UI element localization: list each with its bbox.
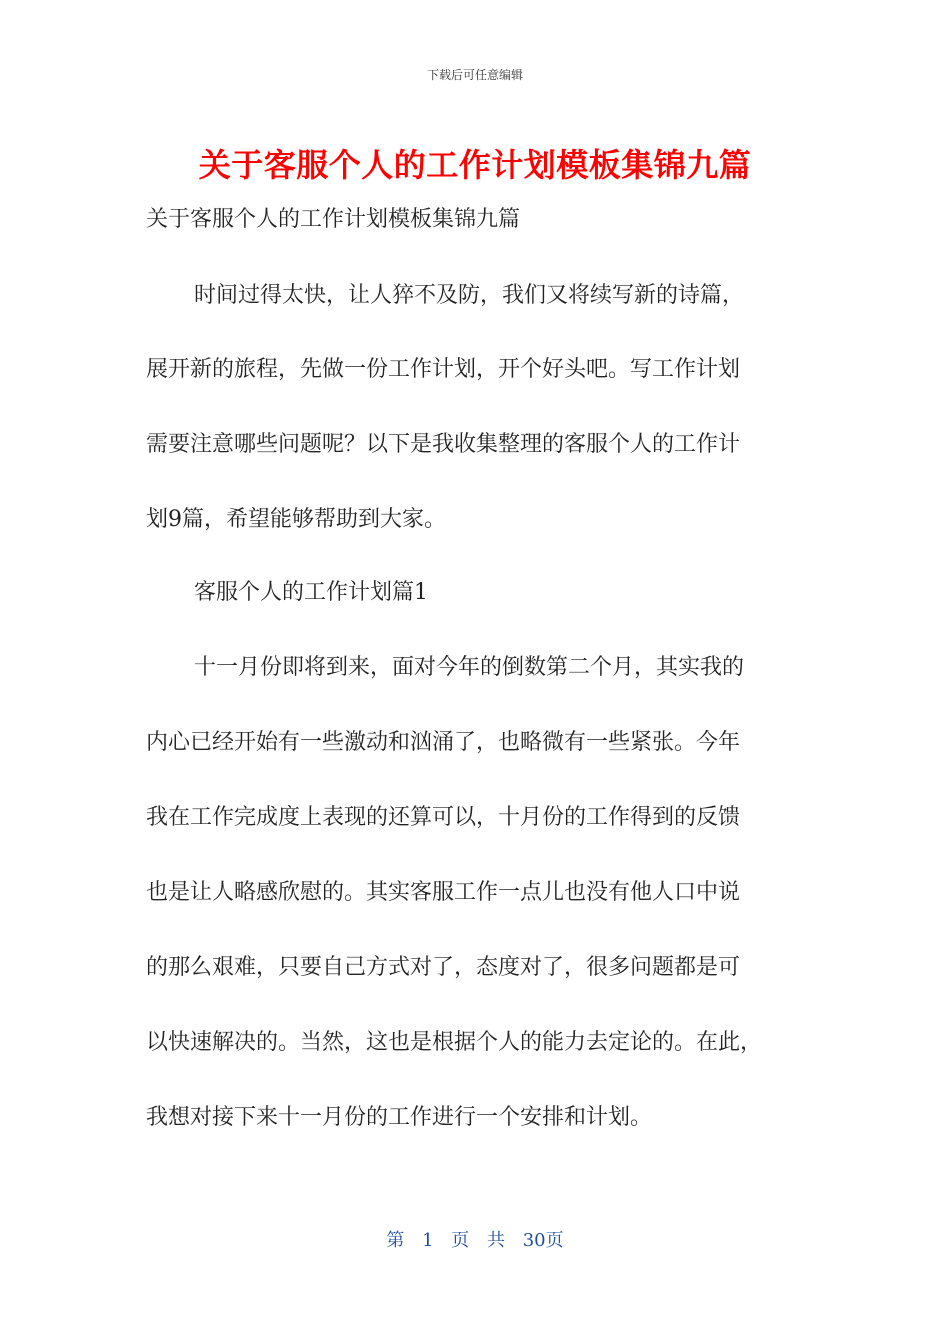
page-footer bbox=[0, 1226, 950, 1252]
footer-first: 第 bbox=[386, 1230, 405, 1251]
footer-total-label: 共 bbox=[487, 1230, 505, 1251]
paragraph-line: 也是让人略感欣慰的。其实客服工作一点儿也没有他人口中说 bbox=[146, 880, 741, 905]
paragraph-line: 时间过得太快，让人猝不及防，我们又将续写新的诗篇， bbox=[194, 283, 745, 308]
subtitle-line: 关于客服个人的工作计划模板集锦九篇 bbox=[146, 207, 521, 232]
header-note: 下载后可任意编辑 bbox=[426, 68, 523, 82]
document-title: 关于客服个人的工作计划模板集锦九篇 bbox=[198, 146, 752, 184]
footer-page-unit: 页 bbox=[451, 1230, 470, 1251]
section-heading: 客服个人的工作计划篇1 bbox=[194, 580, 428, 605]
paragraph-line: 需要注意哪些问题呢？以下是我收集整理的客服个人的工作计 bbox=[146, 432, 741, 457]
footer-total-pages: 30页 bbox=[522, 1230, 564, 1251]
paragraph-line: 我在工作完成度上表现的还算可以，十月份的工作得到的反馈 bbox=[146, 805, 741, 830]
paragraph-line: 我想对接下来十一月份的工作进行一个安排和计划。 bbox=[146, 1105, 653, 1130]
paragraph-line: 划9篇，希望能够帮助到大家。 bbox=[146, 507, 446, 532]
paragraph-line: 以快速解决的。当然，这也是根据个人的能力去定论的。在此， bbox=[146, 1030, 763, 1055]
paragraph-line: 内心已经开始有一些激动和汹涌了，也略微有一些紧张。今年 bbox=[146, 730, 741, 755]
paragraph-line: 十一月份即将到来，面对今年的倒数第二个月，其实我的 bbox=[194, 655, 745, 680]
paragraph-line: 展开新的旅程，先做一份工作计划，开个好头吧。写工作计划 bbox=[146, 357, 741, 382]
paragraph-line: 的那么艰难，只要自己方式对了，态度对了，很多问题都是可 bbox=[146, 955, 741, 980]
footer-page-number: 1 bbox=[422, 1230, 434, 1251]
